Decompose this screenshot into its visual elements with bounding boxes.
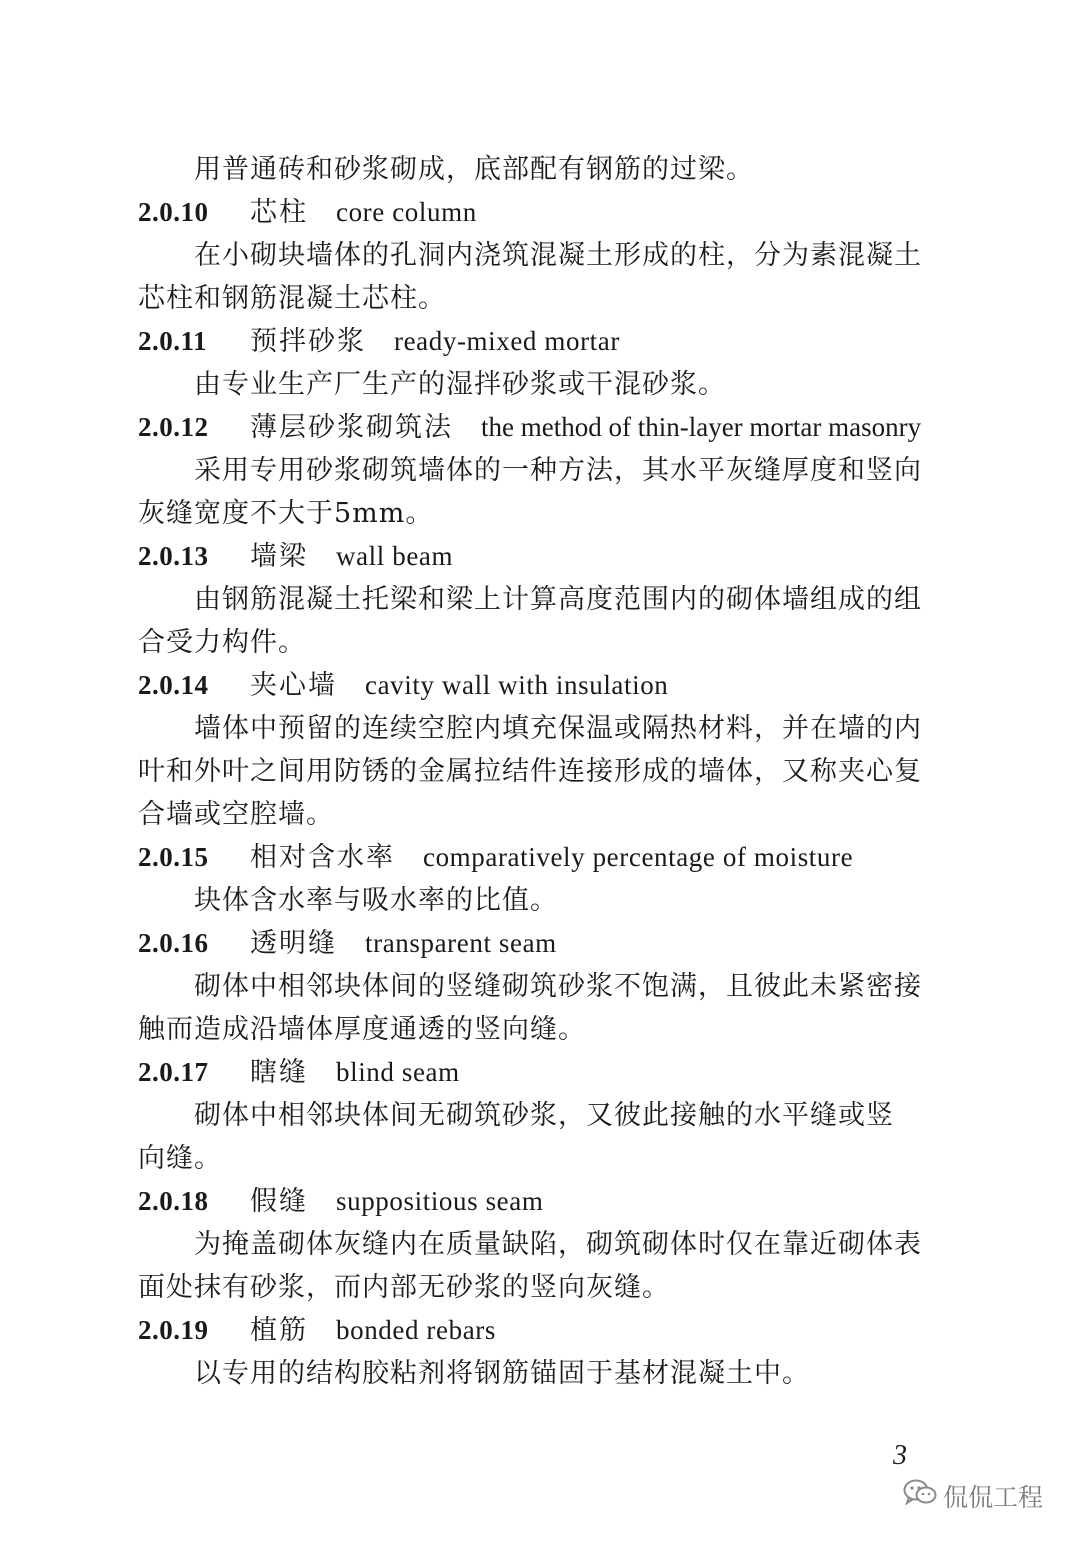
definition-line: 合受力构件。 <box>138 627 306 658</box>
term-number: 2.0.13 <box>138 541 209 571</box>
definition-line: 芯柱和钢筋混凝土芯柱。 <box>138 283 446 314</box>
definition-line: 灰缝宽度不大于5mm。 <box>138 498 434 529</box>
term-chinese: 夹心墙 <box>250 670 337 701</box>
term-heading <box>138 1051 938 1094</box>
page-number: 3 <box>893 1440 907 1471</box>
wechat-icon <box>903 1479 943 1513</box>
term-chinese: 预拌砂浆 <box>250 326 366 357</box>
definition-line: 合墙或空腔墙。 <box>138 799 334 830</box>
term-heading <box>138 1180 938 1223</box>
term-number: 2.0.17 <box>138 1057 209 1087</box>
term-chinese: 透明缝 <box>250 928 337 959</box>
definition-line: 面处抹有砂浆，而内部无砂浆的竖向灰缝。 <box>138 1272 670 1303</box>
definition-line: 砌体中相邻块体间的竖缝砌筑砂浆不饱满，且彼此未紧密接 <box>194 971 922 1002</box>
term-number: 2.0.15 <box>138 842 209 872</box>
definition-line: 触而造成沿墙体厚度通透的竖向缝。 <box>138 1014 586 1045</box>
definition-line: 向缝。 <box>138 1143 222 1174</box>
definition-line: 砌体中相邻块体间无砌筑砂浆，又彼此接触的水平缝或竖 <box>194 1100 894 1131</box>
term-chinese: 薄层砂浆砌筑法 <box>250 412 453 443</box>
intro-line: 用普通砖和砂浆砌成，底部配有钢筋的过梁。 <box>194 154 754 185</box>
term-heading <box>138 320 938 363</box>
definition-line: 墙体中预留的连续空腔内填充保温或隔热材料，并在墙的内 <box>194 713 922 744</box>
term-heading <box>138 1309 938 1352</box>
term-number: 2.0.12 <box>138 412 209 442</box>
term-chinese: 芯柱 <box>250 197 308 228</box>
term-chinese: 瞎缝 <box>250 1057 308 1088</box>
term-english: core column <box>336 197 477 227</box>
definition-line: 由专业生产厂生产的湿拌砂浆或干混砂浆。 <box>194 369 726 400</box>
term-number: 2.0.11 <box>138 326 208 356</box>
term-number: 2.0.16 <box>138 928 209 958</box>
term-english: blind seam <box>336 1057 460 1087</box>
term-english: suppositious seam <box>336 1186 544 1216</box>
term-chinese: 相对含水率 <box>250 842 395 873</box>
term-chinese: 假缝 <box>250 1186 308 1217</box>
term-chinese: 墙梁 <box>250 541 308 572</box>
term-heading <box>138 191 938 234</box>
term-heading <box>138 836 938 879</box>
term-heading <box>138 406 938 449</box>
definition-line: 采用专用砂浆砌筑墙体的一种方法，其水平灰缝厚度和竖向 <box>194 455 922 486</box>
terms-text-block <box>138 148 938 1395</box>
watermark <box>903 1478 1043 1514</box>
term-number: 2.0.18 <box>138 1186 209 1216</box>
definition-line: 为掩盖砌体灰缝内在质量缺陷，砌筑砌体时仅在靠近砌体表 <box>194 1229 922 1260</box>
term-heading <box>138 664 938 707</box>
term-number: 2.0.14 <box>138 670 209 700</box>
definition-line: 以专用的结构胶粘剂将钢筋锚固于基材混凝土中。 <box>194 1358 810 1389</box>
watermark-text: 侃侃工程 <box>943 1483 1044 1512</box>
term-english: the method of thin-layer mortar masonry <box>481 412 922 442</box>
term-heading <box>138 922 938 965</box>
term-chinese: 植筋 <box>250 1315 308 1346</box>
term-english: ready-mixed mortar <box>394 326 620 356</box>
term-number: 2.0.10 <box>138 197 209 227</box>
term-english: wall beam <box>336 541 454 571</box>
term-heading <box>138 535 938 578</box>
definition-line: 叶和外叶之间用防锈的金属拉结件连接形成的墙体，又称夹心复 <box>138 756 922 787</box>
term-english: comparatively percentage of moisture <box>423 842 854 872</box>
definition-line: 在小砌块墙体的孔洞内浇筑混凝土形成的柱，分为素混凝土 <box>194 240 922 271</box>
definition-line: 块体含水率与吸水率的比值。 <box>194 885 558 916</box>
term-english: bonded rebars <box>336 1315 496 1345</box>
term-english: transparent seam <box>365 928 557 958</box>
definition-line: 由钢筋混凝土托梁和梁上计算高度范围内的砌体墙组成的组 <box>194 584 922 615</box>
term-number: 2.0.19 <box>138 1315 209 1345</box>
term-english: cavity wall with insulation <box>365 670 669 700</box>
